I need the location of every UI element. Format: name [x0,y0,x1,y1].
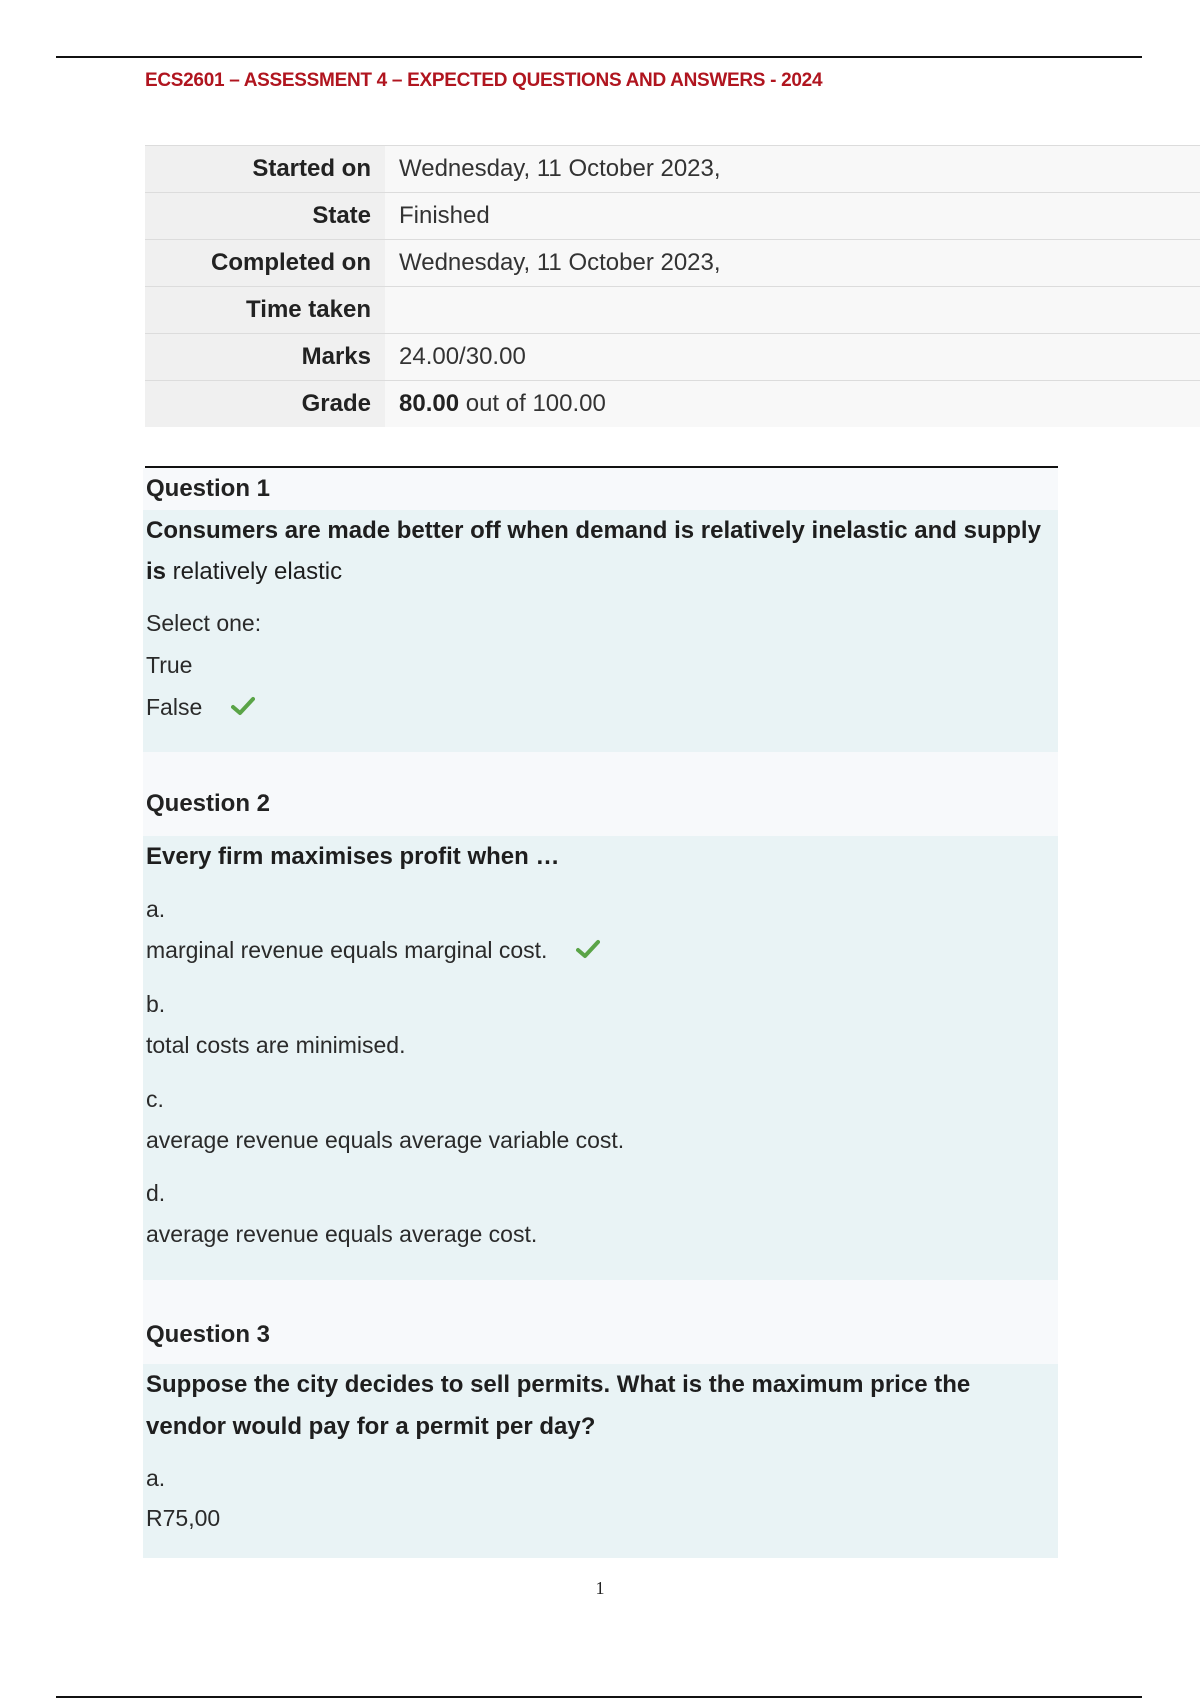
check-icon [576,938,600,965]
top-rule [56,56,1142,58]
question-3-text: Suppose the city decides to sell permits. What is the maximum price the vendor would pay for a permit per day? [146,1371,971,1440]
summary-row-completed [145,239,1200,286]
summary-row-state [145,192,1200,239]
question-2-body [143,836,1058,1280]
option-true[interactable]: True [146,652,193,678]
summary-value: 24.00/30.00 [385,334,1200,380]
select-one-prompt: Select one: [146,610,262,636]
summary-label: Started on [145,146,385,192]
option-false[interactable] [146,694,255,722]
summary-row-grade [145,380,1200,427]
question-3-title: Question 3 [143,1280,1058,1364]
option-b[interactable]: total costs are minimised. [146,1032,406,1058]
option-letter: a. [146,1465,166,1491]
summary-label: Grade [145,381,385,427]
attempt-summary-table [145,145,1200,427]
question-2-text: Every firm maximises profit when … [146,843,560,870]
option-c[interactable]: average revenue equals average variable cost. [146,1127,625,1153]
question-1-body [143,510,1058,752]
question-3-body [143,1364,1058,1558]
option-a[interactable]: R75,00 [146,1505,221,1531]
question-1-text [146,510,1058,592]
option-d[interactable]: average revenue equals average cost. [146,1221,538,1247]
summary-label: Completed on [145,240,385,286]
question-text-normal: relatively elastic [166,558,343,585]
summary-value: Finished [385,193,1200,239]
option-letter: c. [146,1086,164,1112]
grade-out-of: out of 100.00 [459,390,606,417]
summary-label: Time taken [145,287,385,333]
option-letter: b. [146,991,166,1017]
summary-row-time-taken [145,286,1200,333]
summary-value: Wednesday, 11 October 2023, [385,146,1200,192]
summary-value [385,287,1200,333]
summary-row-started [145,145,1200,192]
question-text-bold: Consumers are made better off when demand is relatively inelastic and supply is [146,517,1041,585]
summary-value [385,381,1200,427]
page-number: 1 [595,1578,605,1598]
option-a[interactable] [146,937,600,965]
summary-label: Marks [145,334,385,380]
option-a-text: marginal revenue equals marginal cost. [146,937,548,963]
option-letter: a. [146,896,166,922]
question-1-title: Question 1 [143,468,1058,510]
question-2-title: Question 2 [143,752,1058,836]
document-title: ECS2601 – ASSESSMENT 4 – EXPECTED QUESTIONS AND ANSWERS - 2024 [145,70,823,91]
check-icon [231,695,255,722]
option-false-label: False [146,694,203,720]
option-letter: d. [146,1180,166,1206]
summary-row-marks [145,333,1200,380]
grade-score: 80.00 [399,390,460,417]
summary-label: State [145,193,385,239]
bottom-rule [56,1696,1142,1698]
summary-value: Wednesday, 11 October 2023, [385,240,1200,286]
